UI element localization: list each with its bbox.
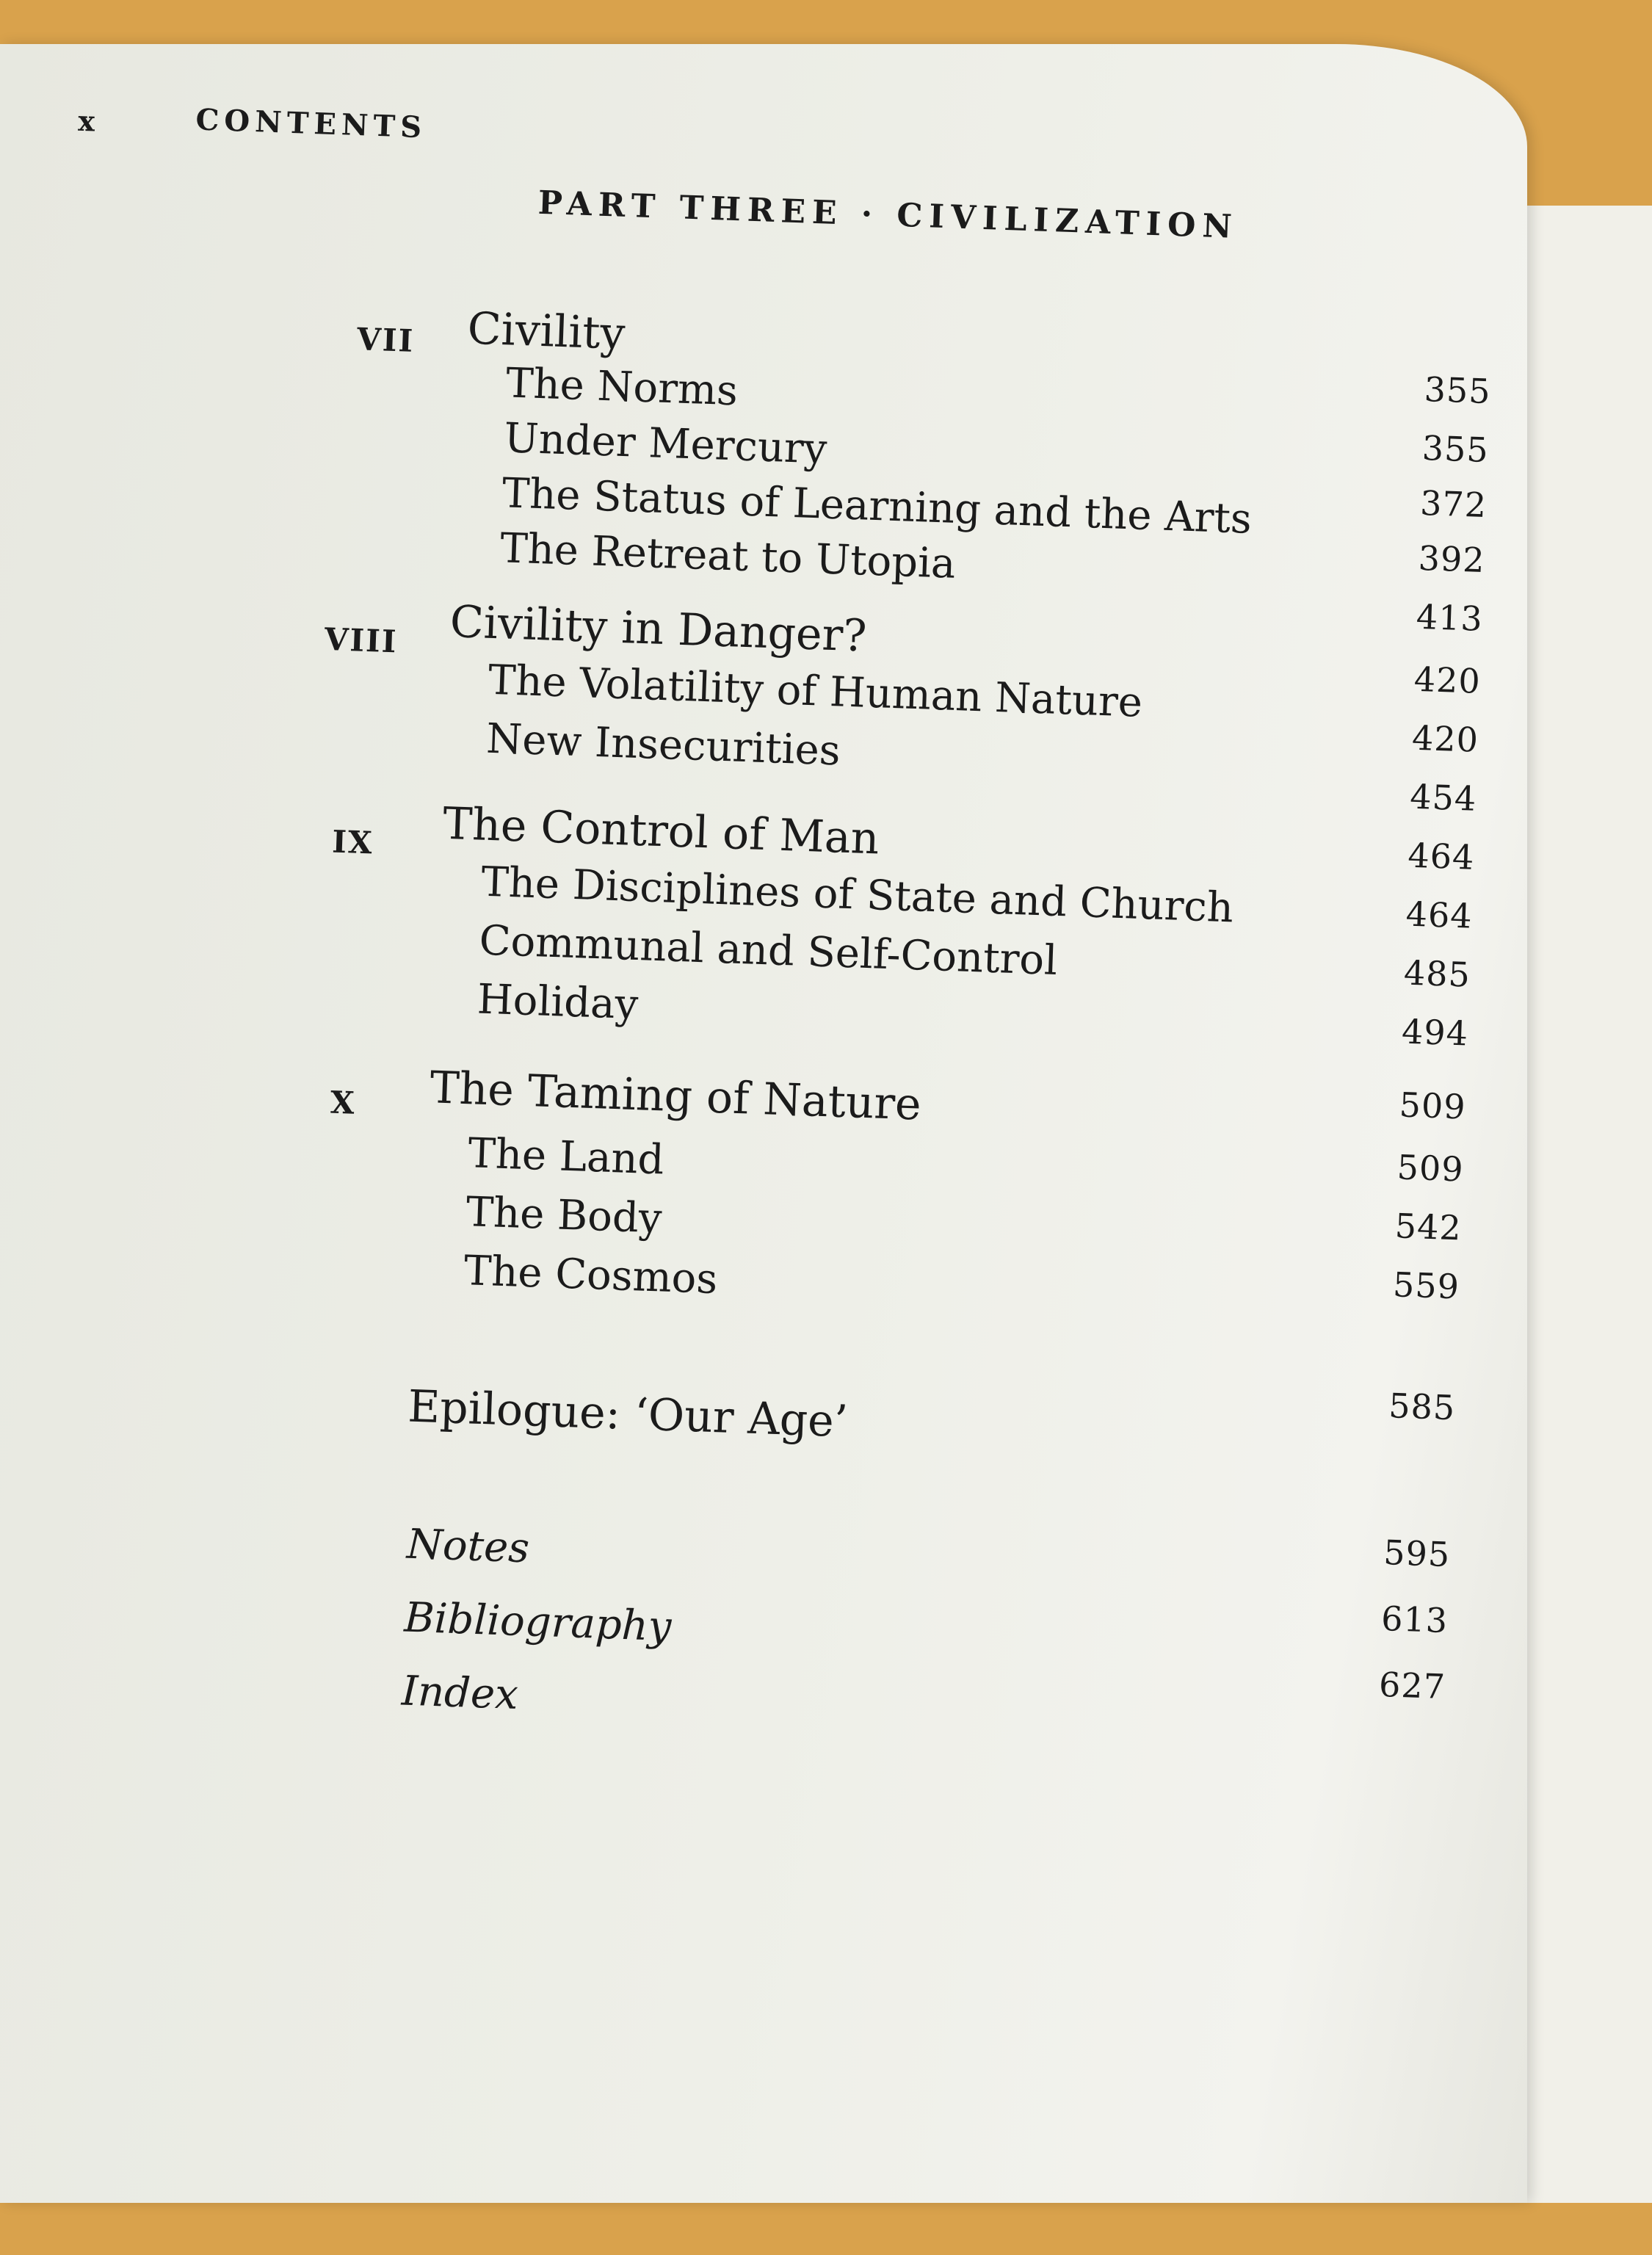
page-number: x	[77, 104, 97, 138]
toc-entry: The Disciplines of State and Church	[480, 858, 1234, 933]
toc-entry: The Retreat to Utopia	[499, 524, 957, 588]
page-ref: 494	[1401, 1011, 1469, 1054]
toc-entry: Communal and Self-Control	[478, 916, 1059, 985]
chapter-title: Civility in Danger?	[449, 596, 868, 662]
page-ref: 585	[1388, 1386, 1457, 1428]
page-ref: 559	[1392, 1264, 1460, 1307]
toc-entry: The Body	[465, 1188, 663, 1243]
page-ref: 413	[1416, 596, 1484, 639]
page-ref: 355	[1421, 427, 1490, 471]
page-ref: 392	[1417, 537, 1486, 580]
running-title: CONTENTS	[195, 102, 427, 145]
page-ref: 420	[1411, 717, 1479, 760]
epilogue-title: Epilogue: ‘Our Age’	[407, 1380, 849, 1448]
page-ref: 420	[1413, 659, 1482, 701]
part-heading: PART THREE · CIVILIZATION	[537, 184, 1239, 247]
toc-entry: The Norms	[505, 359, 739, 416]
page-ref: 355	[1423, 369, 1492, 412]
page-ref: 464	[1405, 894, 1474, 936]
book-page	[0, 44, 1527, 2203]
toc-entry: The Cosmos	[463, 1247, 719, 1304]
show-through-text	[697, 584, 1406, 2002]
chapter-title: Civility	[466, 303, 626, 360]
toc-entry: The Status of Learning and the Arts	[501, 469, 1253, 543]
toc-entry: The Volatility of Human Nature	[488, 656, 1143, 727]
toc-entry: Holiday	[476, 975, 640, 1029]
page-ref: 485	[1403, 952, 1471, 995]
toc-entry: The Land	[467, 1129, 665, 1184]
page-ref: 542	[1394, 1206, 1463, 1248]
page-content	[0, 44, 1526, 2255]
page-ref: 509	[1398, 1085, 1467, 1127]
page-ref: 613	[1380, 1598, 1449, 1641]
chapter-number: IX	[331, 823, 374, 861]
toc-entry: New Insecurities	[485, 714, 841, 775]
chapter-title: The Taming of Nature	[429, 1062, 922, 1131]
chapter-number: VII	[356, 321, 415, 359]
chapter-title: The Control of Man	[442, 797, 880, 865]
page-ref: 509	[1396, 1147, 1465, 1190]
next-page-edge	[1512, 206, 1652, 2203]
chapter-number: X	[330, 1084, 357, 1121]
toc-entry: Index	[400, 1667, 519, 1719]
page-ref: 454	[1409, 776, 1478, 819]
page-ref: 464	[1407, 835, 1476, 877]
page-ref: 595	[1383, 1532, 1452, 1575]
chapter-number: VIII	[324, 620, 399, 660]
page-ref: 372	[1419, 482, 1488, 526]
toc-entry: Notes	[405, 1520, 531, 1573]
page-ref: 627	[1378, 1664, 1446, 1707]
toc-entry: Bibliography	[403, 1593, 673, 1651]
toc-entry: Under Mercury	[503, 414, 828, 474]
